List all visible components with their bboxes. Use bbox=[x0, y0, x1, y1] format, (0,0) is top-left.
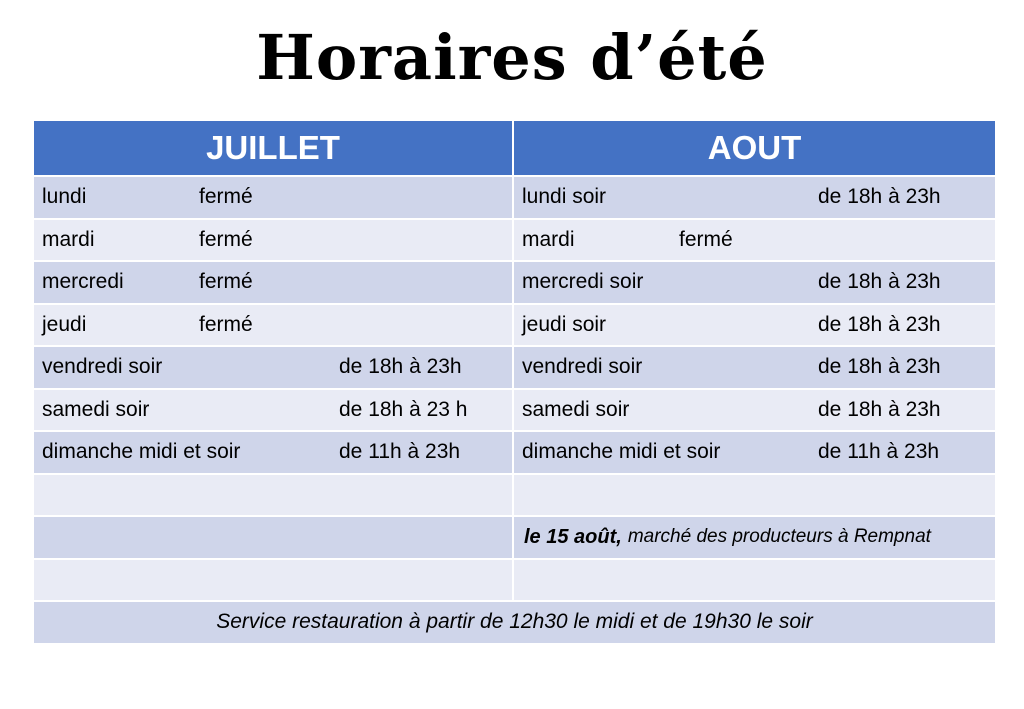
table-row-note bbox=[34, 517, 995, 560]
july-cell bbox=[34, 517, 514, 560]
august-hours: de 18h à 23h bbox=[818, 270, 941, 294]
market-note bbox=[524, 517, 931, 558]
august-day: vendredi soir bbox=[522, 355, 643, 379]
august-cell bbox=[514, 220, 995, 263]
august-cell bbox=[514, 177, 995, 220]
august-cell bbox=[514, 347, 995, 390]
july-hours: de 18h à 23 h bbox=[339, 397, 468, 421]
august-day: dimanche midi et soir bbox=[522, 440, 721, 464]
july-cell bbox=[34, 475, 514, 518]
august-closed: fermé bbox=[679, 227, 733, 251]
july-cell bbox=[34, 432, 514, 475]
july-cell bbox=[34, 262, 514, 305]
table-row-empty bbox=[34, 560, 995, 603]
table-row bbox=[34, 347, 995, 390]
market-note-text: marché des producteurs à Rempnat bbox=[627, 526, 931, 548]
july-closed: fermé bbox=[199, 185, 253, 209]
august-cell bbox=[514, 390, 995, 433]
july-hours: de 18h à 23h bbox=[339, 355, 462, 379]
page-title: Horaires d’été bbox=[256, 21, 768, 94]
table-row-empty bbox=[34, 475, 995, 518]
july-cell bbox=[34, 220, 514, 263]
august-cell bbox=[514, 305, 995, 348]
august-hours: de 18h à 23h bbox=[818, 397, 941, 421]
august-note-cell bbox=[514, 517, 995, 560]
august-cell bbox=[514, 432, 995, 475]
july-day: jeudi bbox=[42, 312, 87, 336]
table-row bbox=[34, 220, 995, 263]
july-cell bbox=[34, 560, 514, 603]
july-closed: fermé bbox=[199, 312, 253, 336]
august-day: jeudi soir bbox=[522, 312, 607, 336]
august-day: mercredi soir bbox=[522, 270, 644, 294]
august-hours: de 18h à 23h bbox=[818, 312, 941, 336]
header-august: AOUT bbox=[514, 121, 995, 177]
august-cell bbox=[514, 475, 995, 518]
august-hours: de 18h à 23h bbox=[818, 185, 941, 209]
table-footer-row bbox=[34, 602, 995, 645]
august-hours: de 11h à 23h bbox=[818, 440, 940, 464]
july-closed: fermé bbox=[199, 227, 253, 251]
table-row bbox=[34, 305, 995, 348]
august-day: lundi soir bbox=[522, 185, 607, 209]
august-cell bbox=[514, 560, 995, 603]
july-closed: fermé bbox=[199, 270, 253, 294]
july-day: dimanche midi et soir bbox=[42, 440, 241, 464]
header-july: JUILLET bbox=[34, 121, 514, 177]
july-day: vendredi soir bbox=[42, 355, 163, 379]
table-row bbox=[34, 177, 995, 220]
july-cell bbox=[34, 390, 514, 433]
schedule-table bbox=[34, 121, 995, 645]
july-hours: de 11h à 23h bbox=[339, 440, 461, 464]
footer-service-note: Service restauration à partir de 12h30 le midi et de 19h30 le soir bbox=[34, 602, 995, 645]
august-hours: de 18h à 23h bbox=[818, 355, 941, 379]
table-row bbox=[34, 262, 995, 305]
july-day: lundi bbox=[42, 185, 87, 209]
august-day: mardi bbox=[522, 227, 575, 251]
table-row bbox=[34, 390, 995, 433]
july-cell bbox=[34, 347, 514, 390]
july-day: samedi soir bbox=[42, 397, 150, 421]
table-header-row bbox=[34, 121, 995, 177]
august-day: samedi soir bbox=[522, 397, 630, 421]
market-note-date: le 15 août, bbox=[524, 525, 622, 548]
table-row bbox=[34, 432, 995, 475]
august-cell bbox=[514, 262, 995, 305]
july-day: mercredi bbox=[42, 270, 124, 294]
july-cell bbox=[34, 305, 514, 348]
july-cell bbox=[34, 177, 514, 220]
july-day: mardi bbox=[42, 227, 95, 251]
